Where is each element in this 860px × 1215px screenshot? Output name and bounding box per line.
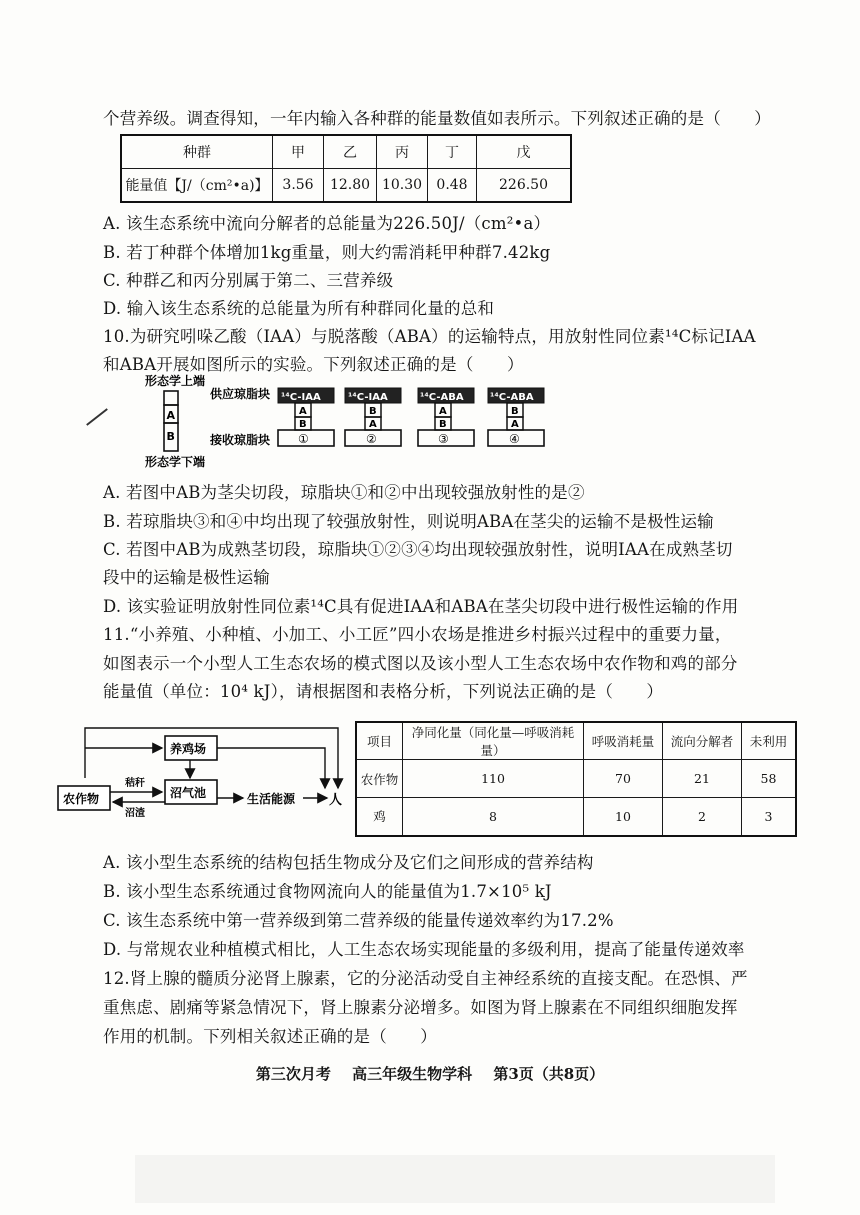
q11-stem-line1: 11.“小养殖、小种植、小加工、小工匠”四小农场是推进乡村振兴过程中的重要力量， xyxy=(103,625,732,644)
q11-header-unused: 未利用 xyxy=(742,722,797,760)
q11-row-chicken-respiration: 10 xyxy=(584,798,663,836)
q10-supply-label: 供应琼脂块 xyxy=(210,387,271,401)
q12-stem-line1: 12.肾上腺的髓质分泌肾上腺素，它的分泌活动受自主神经系统的直接支配。在恐惧、严 xyxy=(103,969,748,988)
q11-row-crop-net: 110 xyxy=(403,760,584,798)
q10-receiver-1: ① xyxy=(298,432,309,446)
q10-option-a: A. 若图中AB为茎尖切段，琼脂块①和②中出现较强放射性的是② xyxy=(103,483,585,502)
q9-option-b: B. 若丁种群个体增加1kg重量，则大约需消耗甲种群7.42kg xyxy=(103,243,551,262)
q11-farm-diagram xyxy=(55,718,355,830)
q10-setup-4 xyxy=(488,388,544,446)
q11-farm: 养鸡场 xyxy=(170,742,207,756)
q9-header-ding: 丁 xyxy=(428,135,477,168)
q9-header-species: 种群 xyxy=(121,135,273,168)
q10-block-1: ¹⁴C-IAA xyxy=(281,392,321,403)
q10-top-label: 形态学上端 xyxy=(145,374,206,388)
q10-segment-3-top: A xyxy=(439,406,447,417)
footer-subject: 高三年级生物学科 xyxy=(352,1065,473,1083)
q10-stem-letter-b: B xyxy=(166,430,175,443)
q9-row-label: 能量值【J/（cm²•a)】 xyxy=(121,168,273,202)
q11-option-c: C. 该生态系统中第一营养级到第二营养级的能量传递效率约为17.2% xyxy=(103,911,614,930)
q11-row-chicken-unused: 3 xyxy=(742,798,797,836)
q10-segment-2-bottom: A xyxy=(369,419,377,430)
q11-header-net: 净同化量（同化量—呼吸消耗量） xyxy=(403,722,584,760)
footer-exam: 第三次月考 xyxy=(255,1065,331,1083)
q11-option-a: A. 该小型生态系统的结构包括生物成分及它们之间形成的营养结构 xyxy=(103,853,594,872)
q9-option-d: D. 输入该生态系统的总能量为所有种群同化量的总和 xyxy=(103,299,495,318)
q9-header-yi: 乙 xyxy=(324,135,377,168)
q10-segment-2-top: B xyxy=(369,406,377,417)
q11-crop: 农作物 xyxy=(63,792,100,806)
q9-header-jia: 甲 xyxy=(273,135,324,168)
q11-header-respiration: 呼吸消耗量 xyxy=(584,722,663,760)
q11-header-decomposer: 流向分解者 xyxy=(663,722,742,760)
q10-setup-1 xyxy=(278,388,334,446)
q10-setup-3 xyxy=(418,388,474,446)
q11-energy: 生活能源 xyxy=(247,792,296,806)
q10-agar-diagram xyxy=(140,368,600,478)
q11-option-d: D. 与常规农业种植模式相比，人工生态农场实现能量的多级利用，提高了能量传递效率 xyxy=(103,940,745,959)
q11-row-chicken-net: 8 xyxy=(403,798,584,836)
q10-segment-1-bottom: B xyxy=(299,419,307,430)
q10-option-c-line2: 段中的运输是极性运输 xyxy=(103,568,270,587)
stray-pen-mark xyxy=(86,408,108,426)
q10-stem-letter-a: A xyxy=(166,409,176,422)
q9-value-jia: 3.56 xyxy=(273,168,324,202)
q10-segment-4-bottom: A xyxy=(511,419,519,430)
q10-setup-2 xyxy=(345,388,401,446)
q9-value-bing: 10.30 xyxy=(377,168,428,202)
q9-option-a: A. 该生态系统中流向分解者的总能量为226.50J/（cm²•a） xyxy=(103,214,551,233)
q11-biogas: 沼气池 xyxy=(170,786,207,800)
q10-receive-label: 接收琼脂块 xyxy=(210,433,271,447)
q11-stem-line3: 能量值（单位：10⁴ kJ），请根据图和表格分析，下列说法正确的是（ ） xyxy=(103,682,664,701)
q10-segment-1-top: A xyxy=(299,406,307,417)
q9-header-bing: 丙 xyxy=(377,135,428,168)
q9-stem: 个营养级。调查得知，一年内输入各种群的能量数值如表所示。下列叙述正确的是（ ） xyxy=(103,109,771,128)
q10-segment-3-bottom: B xyxy=(439,419,447,430)
q11-person: 人 xyxy=(329,793,343,808)
q10-bottom-label: 形态学下端 xyxy=(145,455,206,469)
footer-page: 第3页（共8页） xyxy=(493,1065,605,1083)
q12-stem-line2: 重焦虑、剧痛等紧急情况下，肾上腺素分泌增多。如图为肾上腺素在不同组织细胞发挥 xyxy=(103,998,738,1017)
q10-block-2: ¹⁴C-IAA xyxy=(348,392,388,403)
q10-option-c-line1: C. 若图中AB为成熟茎切段，琼脂块①②③④均出现较强放射性，说明IAA在成熟茎切 xyxy=(103,540,733,559)
q11-row-crop-unused: 58 xyxy=(742,760,797,798)
q10-receiver-4: ④ xyxy=(509,432,520,446)
q10-option-b: B. 若琼脂块③和④中均出现了较强放射性，则说明ABA在茎尖的运输不是极性运输 xyxy=(103,512,714,531)
q10-block-3: ¹⁴C-ABA xyxy=(420,392,464,403)
q9-value-yi: 12.80 xyxy=(324,168,377,202)
q9-energy-table xyxy=(120,134,572,203)
q11-straw: 秸秆 xyxy=(125,778,145,789)
q10-block-4: ¹⁴C-ABA xyxy=(490,392,534,403)
q11-row-chicken-decomposer: 2 xyxy=(663,798,742,836)
q12-stem-line3: 作用的机制。下列相关叙述正确的是（ ） xyxy=(103,1027,437,1046)
q10-receiver-3: ③ xyxy=(438,432,449,446)
scan-shadow-band xyxy=(135,1155,775,1203)
q11-row-crop-respiration: 70 xyxy=(584,760,663,798)
q11-row-crop-decomposer: 21 xyxy=(663,760,742,798)
q10-stem-line2: 和ABA开展如图所示的实验。下列叙述正确的是（ ） xyxy=(103,355,524,374)
q9-value-wu: 226.50 xyxy=(477,168,572,202)
q10-receiver-2: ② xyxy=(366,432,377,446)
q10-segment-4-top: B xyxy=(511,406,519,417)
q10-stem-line1: 10.为研究吲哚乙酸（IAA）与脱落酸（ABA）的运输特点，用放射性同位素¹⁴C标记IAA xyxy=(103,327,756,346)
q11-row-chicken-label: 鸡 xyxy=(356,798,403,836)
q9-value-ding: 0.48 xyxy=(428,168,477,202)
q11-stem-line2: 如图表示一个小型人工生态农场的模式图以及该小型人工生态农场中农作物和鸡的部分 xyxy=(103,654,738,673)
q11-option-b: B. 该小型生态系统通过食物网流向人的能量值为1.7×10⁵ kJ xyxy=(103,882,552,901)
q11-residue: 沼渣 xyxy=(125,808,145,819)
q11-row-crop-label: 农作物 xyxy=(356,760,403,798)
q9-option-c: C. 种群乙和丙分别属于第二、三营养级 xyxy=(103,271,394,290)
q11-header-item: 项目 xyxy=(356,722,403,760)
q10-option-d: D. 该实验证明放射性同位素¹⁴C具有促进IAA和ABA在茎尖切段中进行极性运输的作用 xyxy=(103,597,739,616)
page-footer xyxy=(0,1063,860,1084)
q11-energy-table xyxy=(355,721,797,837)
q9-header-wu: 戊 xyxy=(477,135,572,168)
